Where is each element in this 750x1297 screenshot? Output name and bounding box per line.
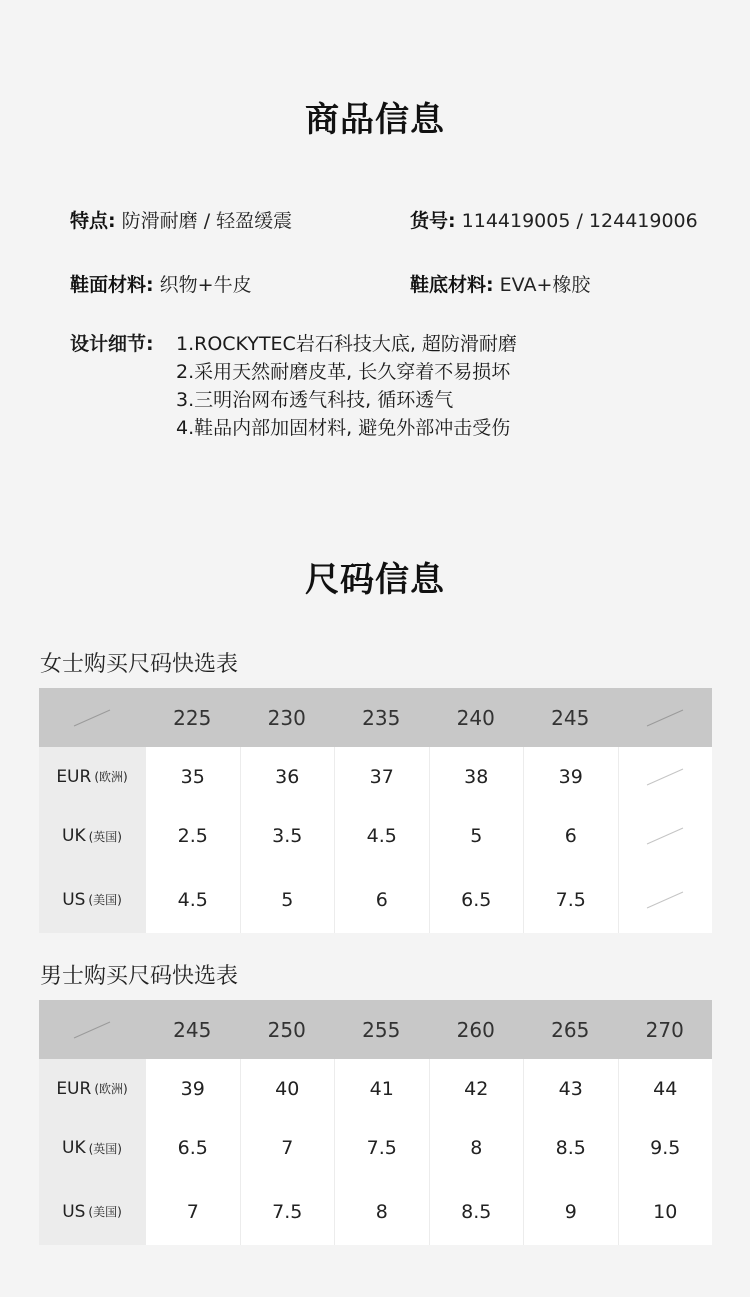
table-header-row [39,1000,712,1059]
men-size-caption: 男士购买尺码快选表 [40,964,239,989]
size-value-cell [618,1118,713,1178]
size-value-cell [334,866,429,933]
size-value: 8.5 [461,1200,492,1223]
features-label: 特点: [70,210,116,232]
size-value: 6.5 [177,1137,208,1159]
header-size-cell [334,1000,429,1059]
size-value: 6 [375,888,388,911]
size-value-cell [523,1178,618,1245]
upper-material-row [70,270,252,297]
size-value-cell [429,1178,524,1245]
table-row [39,866,712,933]
size-value-cell [334,1118,429,1178]
header-size-cell [429,1000,524,1059]
women-size-table [39,688,712,933]
size-value-cell [240,747,335,806]
table-row [39,747,712,806]
header-size-cell [429,688,524,747]
row-label: UK [62,826,86,846]
size-value-cell [145,1118,240,1178]
table-row [39,1059,712,1118]
header-size-value: 255 [362,1017,401,1042]
size-value-cell [618,1178,713,1245]
header-size-cell [240,688,335,747]
header-size-value: 250 [267,1017,306,1042]
size-value: 36 [275,765,300,788]
empty-cell-slash-icon [72,708,112,728]
size-value-cell [145,747,240,806]
design-details-list [176,330,696,442]
size-value: 6.5 [461,888,492,911]
size-value: 7.5 [366,1137,397,1159]
size-value-cell [523,747,618,806]
size-value: 7.5 [555,888,586,911]
size-value: 41 [369,1077,394,1100]
size-value-cell [145,1178,240,1245]
row-label: UK [62,1138,86,1158]
men-size-table [39,1000,712,1245]
size-value: 35 [180,765,205,788]
design-detail-line: 4.鞋品内部加固材料, 避免外部冲击受伤 [176,417,511,439]
header-size-cell [618,688,713,747]
size-value: 8 [470,1137,483,1159]
empty-cell-slash-icon [645,767,685,787]
size-value: 9 [564,1200,577,1223]
size-value: 37 [369,765,394,788]
header-size-cell [334,688,429,747]
size-value: 8 [375,1200,388,1223]
size-value-cell [429,866,524,933]
size-value: 5 [281,888,294,911]
sole-material-value: EVA+橡胶 [499,274,591,296]
header-size-value: 230 [267,705,306,730]
size-value: 7 [186,1200,199,1223]
size-value-cell [618,866,713,933]
size-value-cell [523,806,618,866]
header-size-value: 240 [456,705,495,730]
row-label-cell [39,866,145,933]
row-label-cell [39,1178,145,1245]
row-label-sub: (美国) [88,893,122,907]
size-value: 4.5 [177,888,208,911]
row-label-cell [39,1059,145,1118]
item-number-value: 114419005 / 124419006 [461,210,698,232]
size-value-cell [429,1118,524,1178]
size-value-cell [618,806,713,866]
empty-cell-slash-icon [645,826,685,846]
design-detail-line: 2.采用天然耐磨皮革, 长久穿着不易损坏 [176,361,511,383]
header-corner-cell [39,688,145,747]
size-value: 8.5 [555,1137,586,1159]
header-size-cell [523,1000,618,1059]
sole-material-row [410,270,590,297]
size-value: 39 [558,765,583,788]
header-size-cell [145,688,240,747]
row-label-sub: (英国) [88,1141,122,1156]
item-number-row [410,206,698,233]
row-label: EUR [56,1078,92,1099]
header-size-value: 245 [173,1017,212,1042]
size-value: 10 [653,1200,678,1223]
empty-cell-slash-icon [645,890,685,910]
size-value-cell [523,1059,618,1118]
design-detail-line: 1.ROCKYTEC岩石科技大底, 超防滑耐磨 [176,333,517,355]
size-value: 7 [281,1137,294,1159]
header-size-value: 265 [551,1017,590,1042]
upper-material-label: 鞋面材料: [70,274,154,296]
row-label: US [62,1201,86,1222]
size-value-cell [240,806,335,866]
row-label-sub: (欧洲) [94,1082,128,1096]
features-value: 防滑耐磨 / 轻盈缓震 [121,210,293,232]
row-label-cell [39,747,145,806]
size-value: 2.5 [177,825,208,847]
women-size-caption: 女士购买尺码快选表 [40,652,239,677]
row-label-sub: (英国) [88,829,122,844]
row-label-sub: (欧洲) [94,770,128,784]
size-value-cell [240,1178,335,1245]
table-header-row [39,688,712,747]
table-row [39,1178,712,1245]
row-label: EUR [56,766,92,787]
row-label-cell [39,806,145,866]
features-row [70,206,292,233]
size-value-cell [429,747,524,806]
size-value-cell [334,1059,429,1118]
size-value: 9.5 [650,1137,681,1159]
size-value-cell [240,1059,335,1118]
size-value-cell [334,806,429,866]
item-number-label: 货号: [410,210,456,232]
header-size-value: 225 [173,705,212,730]
header-size-value: 235 [362,705,401,730]
size-value: 40 [275,1077,300,1100]
size-value-cell [145,806,240,866]
product-info-title: 商品信息 [305,100,445,140]
size-value: 38 [464,765,489,788]
size-value: 39 [180,1077,205,1100]
header-corner-cell [39,1000,145,1059]
header-size-value: 260 [456,1017,495,1042]
size-value-cell [240,866,335,933]
table-row [39,806,712,866]
header-size-cell [145,1000,240,1059]
size-value: 7.5 [272,1200,303,1223]
size-value-cell [334,747,429,806]
row-label-cell [39,1118,145,1178]
size-info-title: 尺码信息 [305,560,445,600]
size-value: 3.5 [272,825,303,847]
header-size-value: 245 [551,705,590,730]
sole-material-label: 鞋底材料: [410,274,494,296]
size-value-cell [523,866,618,933]
size-value-cell [429,1059,524,1118]
size-value: 42 [464,1077,489,1100]
size-value-cell [145,866,240,933]
row-label-sub: (美国) [88,1205,122,1219]
size-value: 6 [564,825,577,847]
size-value-cell [145,1059,240,1118]
size-value-cell [334,1178,429,1245]
empty-cell-slash-icon [72,1020,112,1040]
upper-material-value: 织物+牛皮 [159,274,252,296]
size-value-cell [618,1059,713,1118]
size-value: 4.5 [366,825,397,847]
design-detail-line: 3.三明治网布透气科技, 循环透气 [176,389,454,411]
size-value: 44 [653,1077,678,1100]
empty-cell-slash-icon [645,708,685,728]
design-details-label: 设计细节: [70,333,154,355]
header-size-cell [618,1000,713,1059]
size-value-cell [618,747,713,806]
header-size-cell [240,1000,335,1059]
size-value-cell [523,1118,618,1178]
size-value: 43 [558,1077,583,1100]
header-size-value: 270 [645,1017,684,1042]
size-value: 5 [470,825,483,847]
size-value-cell [240,1118,335,1178]
header-size-cell [523,688,618,747]
table-row [39,1118,712,1178]
size-value-cell [429,806,524,866]
row-label: US [62,889,86,910]
